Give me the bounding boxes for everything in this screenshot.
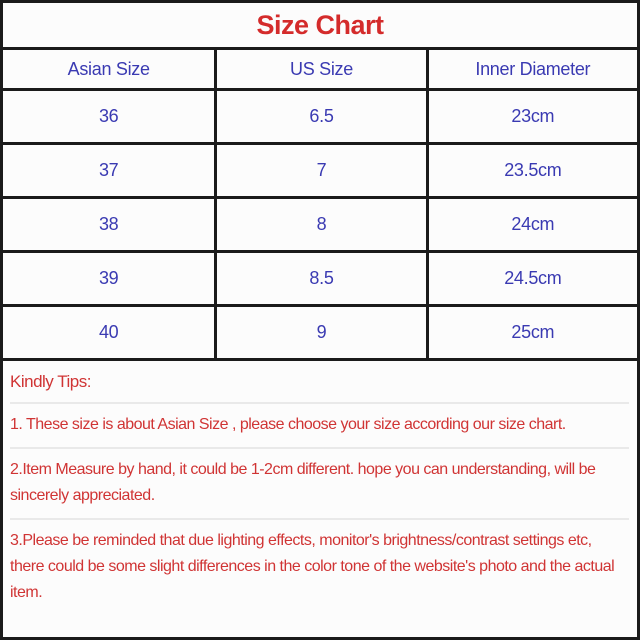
cell-us-size: 8 (214, 199, 425, 250)
cell-us-size: 6.5 (214, 91, 425, 142)
page-title: Size Chart (256, 9, 384, 40)
table-row (3, 91, 637, 145)
table-row (3, 145, 637, 199)
cell-asian-size: 36 (98, 106, 119, 126)
cell-inner-diameter: 24cm (426, 199, 637, 250)
cell-asian-size: 40 (98, 322, 119, 342)
title-row (3, 3, 637, 50)
cell-asian-size: 37 (98, 160, 119, 180)
table-row (3, 307, 637, 361)
cell-us-size: 7 (214, 145, 425, 196)
table-row (3, 253, 637, 307)
table-row (3, 199, 637, 253)
tip-item-1: 1. These size is about Asian Size , please choose your size according our size chart. (10, 404, 629, 449)
cell-asian-size: 39 (98, 268, 119, 288)
table-header-row (3, 50, 637, 91)
header-us-size: US Size (214, 50, 425, 88)
cell-inner-diameter: 23cm (426, 91, 637, 142)
tip-item-3: 3.Please be reminded that due lighting effects, monitor's brightness/contrast settings etc, there could be some slight differences in the color tone of the website's photo and the actual item. (10, 532, 615, 601)
tip-item-2: 2.Item Measure by hand, it could be 1-2cm different. hope you can understanding, will be sincerely appreciated. (10, 449, 629, 520)
cell-inner-diameter: 25cm (426, 307, 637, 358)
cell-us-size: 8.5 (214, 253, 425, 304)
cell-inner-diameter: 24.5cm (426, 253, 637, 304)
tips-heading: Kindly Tips: (10, 363, 629, 404)
header-inner-diameter: Inner Diameter (426, 50, 637, 88)
cell-inner-diameter: 23.5cm (426, 145, 637, 196)
cell-us-size: 9 (214, 307, 425, 358)
kindly-tips-section (3, 361, 637, 637)
header-asian-size: Asian Size (67, 58, 150, 79)
cell-asian-size: 38 (98, 214, 119, 234)
